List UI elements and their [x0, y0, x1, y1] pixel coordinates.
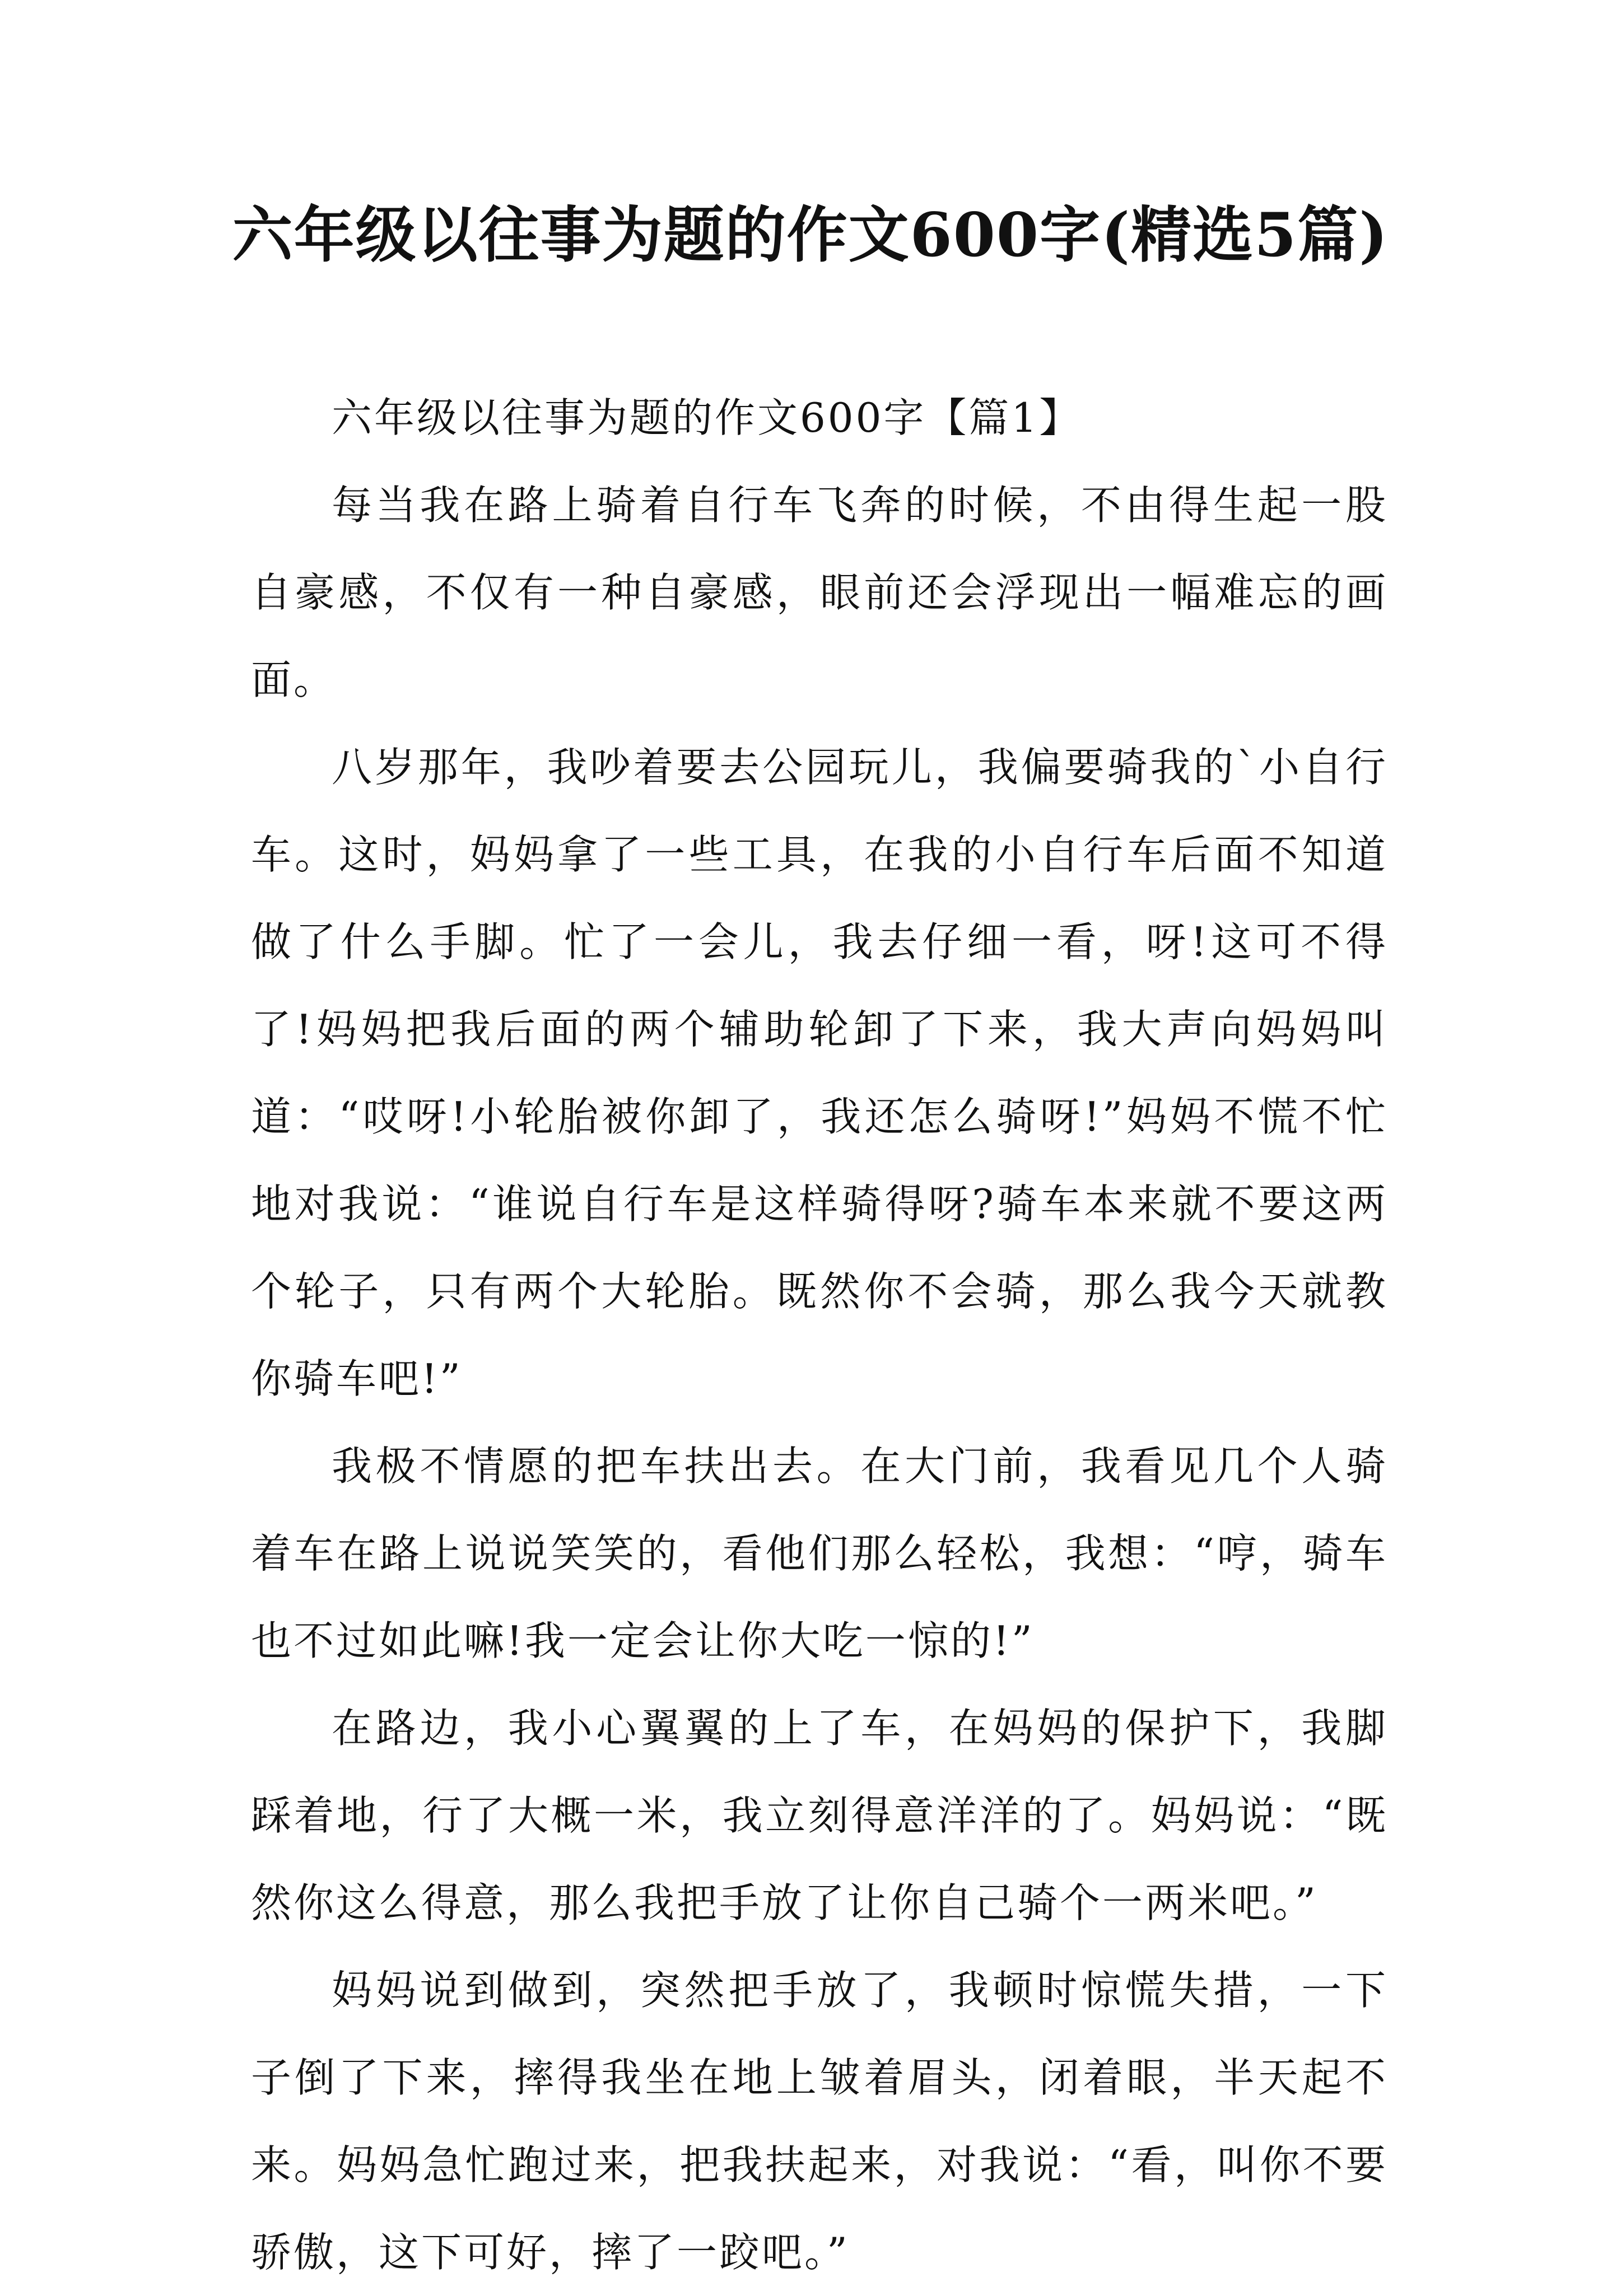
document-body [251, 374, 1388, 2296]
paragraph-5: 妈妈说到做到，突然把手放了，我顿时惊慌失措，一下子倒了下来，摔得我坐在地上皱着眉头，闭着眼，半天起不来。妈妈急忙跑过来，把我扶起来，对我说：“看，叫你不要骄傲，这下可好，摔了一跤吧。” [251, 1967, 1388, 2276]
document-title: 六年级以往事为题的作文600字(精选5篇) [232, 200, 1389, 270]
paragraph-2: 八岁那年，我吵着要去公园玩儿，我偏要骑我的`小自行车。这时，妈妈拿了一些工具，在我的小自行车后面不知道做了什么手脚。忙了一会儿，我去仔细一看，呀!这可不得了!妈妈把我后面的两个辅助轮卸了下来，我大声向妈妈叫道：“哎呀!小轮胎被你卸了，我还怎么骑呀!”妈妈不慌不忙地对我说：“谁说自行车是这样骑得呀?骑车本来就不要这两个轮子，只有两个大轮胎。既然你不会骑，那么我今天就教你骑车吧!” [251, 744, 1388, 1402]
section-heading: 六年级以往事为题的作文600字【篇1】 [332, 394, 1082, 441]
paragraph-1: 每当我在路上骑着自行车飞奔的时候，不由得生起一股自豪感，不仅有一种自豪感，眼前还会浮现出一幅难忘的画面。 [251, 482, 1388, 703]
paragraph-4: 在路边，我小心翼翼的上了车，在妈妈的保护下，我脚踩着地，行了大概一米，我立刻得意洋洋的了。妈妈说：“既然你这么得意，那么我把手放了让你自己骑个一两米吧。” [251, 1705, 1388, 1926]
paragraph-3: 我极不情愿的把车扶出去。在大门前，我看见几个人骑着车在路上说说笑笑的，看他们那么轻松，我想：“哼，骑车也不过如此嘛!我一定会让你大吃一惊的!” [251, 1443, 1388, 1664]
